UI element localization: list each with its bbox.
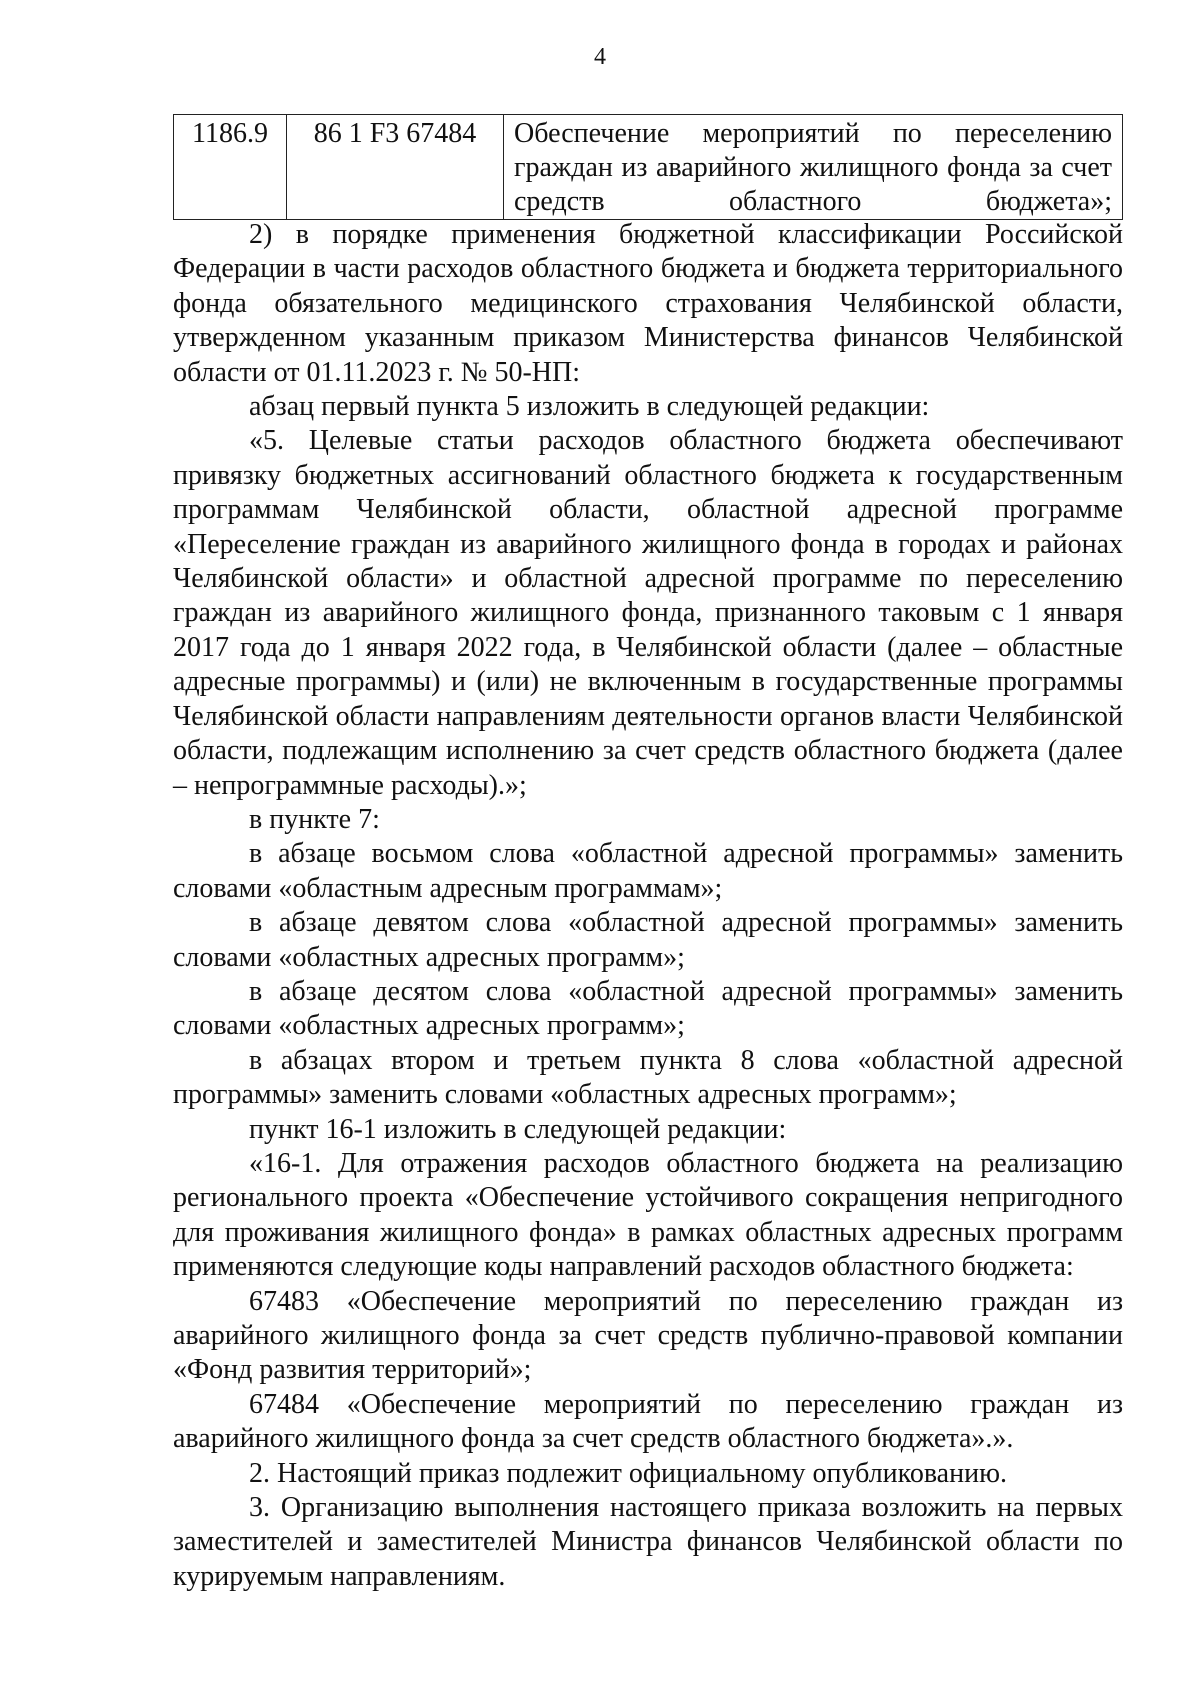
paragraph-p7-abz8: в абзаце восьмом слова «областной адресной программы» заменить словами «областным адресным программам»; <box>173 838 1123 904</box>
page-number: 4 <box>594 44 606 70</box>
paragraph-p8: в абзацах втором и третьем пункта 8 слова «областной адресной программы» заменить словами «областных адресных программ»; <box>173 1044 1123 1111</box>
paragraph-item-2-publication: 2. Настоящий приказ подлежит официальному опубликованию. <box>249 1457 1007 1489</box>
paragraph-item-2: 2) в порядке применения бюджетной классификации Российской Федерации в части расходов областного бюджета и бюджета территориального фонда обязательного медицинского страхования Челябинской области, утвержденном указанным приказом Министерства финансов Челябинской области от 01.11.2023 г. № 50-НП: <box>173 219 1123 388</box>
paragraph-item-3-execution: 3. Организацию выполнения настоящего приказа возложить на первых заместителей и заместителей Министра финансов Челябинской области по курируемым направлениям. <box>173 1492 1123 1592</box>
paragraph-p7-abz10: в абзаце десятом слова «областной адресной программы» заменить словами «областных адресных программ»; <box>173 975 1123 1042</box>
table-cell-csr: 86 1 F3 67484 <box>287 115 504 220</box>
paragraph-code-67483: 67483 «Обеспечение мероприятий по переселению граждан из аварийного жилищного фонда за счет средств публично-правовой компании «Фонд развития территорий»; <box>173 1285 1123 1386</box>
paragraph-p7-abz9: в абзаце девятом слова «областной адресной программы» заменить словами «областных адресных программ»; <box>173 907 1123 973</box>
document-body <box>173 218 1123 1594</box>
table-cell-name: Обеспечение мероприятий по переселению граждан из аварийного жилищного фонда за счет средств областного бюджета»; <box>504 115 1123 220</box>
paragraph-p16-1-text: «16-1. Для отражения расходов областного бюджета на реализацию регионального проекта «Обеспечение устойчивого сокращения непригодного для проживания жилищного фонда» в рамках областных адресных программ применяются следующие коды направлений расходов областного бюджета: <box>173 1147 1123 1283</box>
table-row <box>174 115 1123 220</box>
paragraph-amend-p16-1: пункт 16-1 изложить в следующей редакции: <box>249 1113 787 1145</box>
table-cell-code: 1186.9 <box>174 115 287 220</box>
budget-classification-table <box>173 114 1123 220</box>
paragraph-p5-text: «5. Целевые статьи расходов областного бюджета обеспечивают привязку бюджетных ассигнований областного бюджета к государственным программам Челябинской области, областной адресной программе «Переселение граждан из аварийного жилищного фонда в городах и районах Челябинской области» и областной адресной программе по переселению граждан из аварийного жилищного фонда, признанного таковым с 1 января 2017 года до 1 января 2022 года, в Челябинской области (далее – областные адресные программы) и (или) не включенным в государственные программы Челябинской области направлениям деятельности органов власти Челябинской области, подлежащим исполнению за счет средств областного бюджета (далее – непрограммные расходы).»; <box>173 425 1123 801</box>
paragraph-code-67484: 67484 «Обеспечение мероприятий по переселению граждан из аварийного жилищного фонда за счет средств областного бюджета».». <box>173 1388 1123 1455</box>
paragraph-amend-p5: абзац первый пункта 5 изложить в следующей редакции: <box>249 391 930 423</box>
paragraph-p7-header: в пункте 7: <box>249 803 380 835</box>
